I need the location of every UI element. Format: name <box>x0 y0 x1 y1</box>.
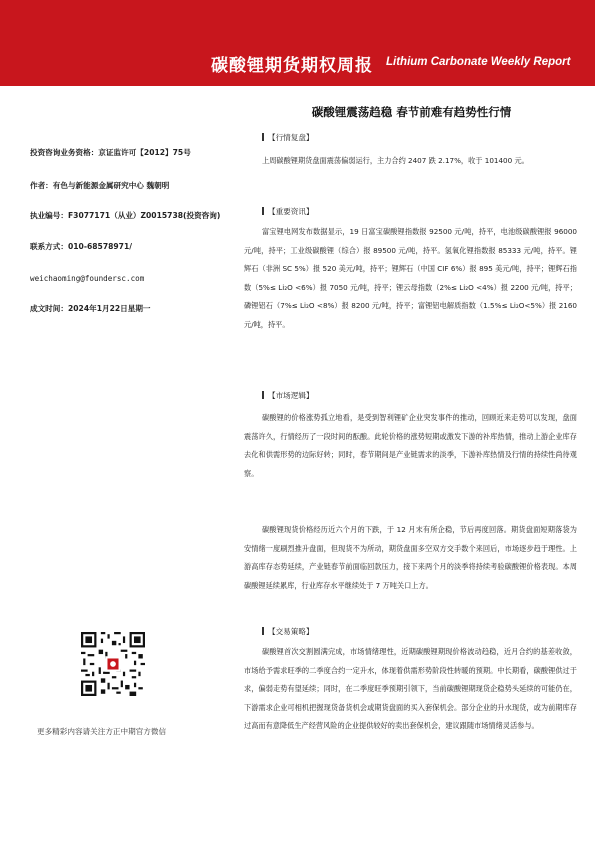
section-paragraph: 上周碳酸锂期货盘面震荡偏弱运行，主力合约 2407 跌 2.17%，收于 101400 元。 <box>262 156 529 165</box>
section-paragraph: 碳酸锂首次交割圆满完成，市场情绪理性，近期碳酸锂期现价格波动趋稳，近月合约的基差收敛，市场给予需求旺季的二季度合约一定升水，体现着供需形势阶段性转暖的预期。中长期看，碳酸锂供过于求，偏弱走势有望延续；同时，在二季度旺季预期引领下，当前碳酸锂期现货企稳势头延续的可能仍在，下游需求企业可相机把握现货备货机会或期货盘面的买入套保机会。部分企业的升水现货，或为前期库存过高而有意降低生产经营风险的企业提供较好的卖出套保机会，建议跟随市场情绪灵活参与。 <box>244 647 577 731</box>
section-heading-logic: 【市场逻辑】 <box>262 390 314 401</box>
cert-number: 执业编号：F3077171（从业）Z0015738(投资咨询) <box>30 211 221 220</box>
header-banner <box>0 0 595 86</box>
section-heading-strategy: 【交易策略】 <box>262 626 314 637</box>
license-info: 投资咨询业务资格：京证监许可【2012】75号 <box>30 148 191 157</box>
author-info: 作者：有色与新能源金属研究中心 魏朝明 <box>30 181 170 190</box>
contact-phone: 联系方式：010-68578971/ <box>30 242 133 251</box>
section-paragraph: 碳酸锂现货价格经历近六个月的下跌，于 12 月末有所企稳，节后再度回落。期货盘面短期落袋为安情绪一度刷烈推升盘面，但现货不为所动，期货盘面多空双方交手数个来回后，市场逐步趋于理性。上游高库存态势延续，产业链春节前面临回款压力，接下来两个月的淡季将持续考验碳酸锂价格表现。本周碳酸锂延续累库，行业库存水平继续处于 7 万吨关口上方。 <box>244 525 577 590</box>
section-paragraph: 富宝锂电网发布数据显示，19 日富宝碳酸锂指数报 92500 元/吨，持平，电池级碳酸锂报 96000 元/吨，持平；工业级碳酸锂（综合）报 89500 元/吨，持平。氢氧化锂指数报 85333 元/吨，持平。锂辉石（非洲 SC 5%）报 520 美元/吨，持平；锂辉石（中国 CIF 6%）报 895 美元/吨，持平；锂辉石指数（5%≤ Li₂O <6%）报 7050 元/吨，持平；锂云母指数（2%≤ Li₂O <4%）报 2200 元/吨，持平；磷锂铝石（7%≤ Li₂O <8%）报 8200 元/吨，持平；富锂铝电解质指数（1.5%≤ Li₂O<5%）报 2160 元/吨，持平。 <box>244 227 577 329</box>
section-paragraph: 碳酸锂的价格涨势孤立地看，是受到智利锂矿企业突发事件的推动，回顾近来走势可以发现，盘面震荡许久，行情经历了一段时间的酝酿。此轮价格的涨势短期或激发下游的补库热情，推动上游企业库存去化和供需形势的边际好转；同时，春节期间是产业链需求的淡季，下游补库热情及行情的持续性尚待观察。 <box>244 413 577 478</box>
section-heading-review: 【行情复盘】 <box>262 132 314 143</box>
section-heading-news: 【重要资讯】 <box>262 206 314 217</box>
qr-code-icon <box>81 632 145 696</box>
written-date: 成文时间：2024年1月22日星期一 <box>30 304 151 313</box>
qr-caption: 更多精彩内容请关注方正中期官方微信 <box>37 727 167 736</box>
document-title: 碳酸锂震荡趋稳 春节前难有趋势性行情 <box>311 105 512 119</box>
contact-email[interactable]: weichaoming@foundersc.com <box>30 274 145 283</box>
report-title-en: Lithium Carbonate Weekly Report <box>386 56 571 68</box>
report-title-cn: 碳酸锂期货期权周报 <box>211 56 373 76</box>
